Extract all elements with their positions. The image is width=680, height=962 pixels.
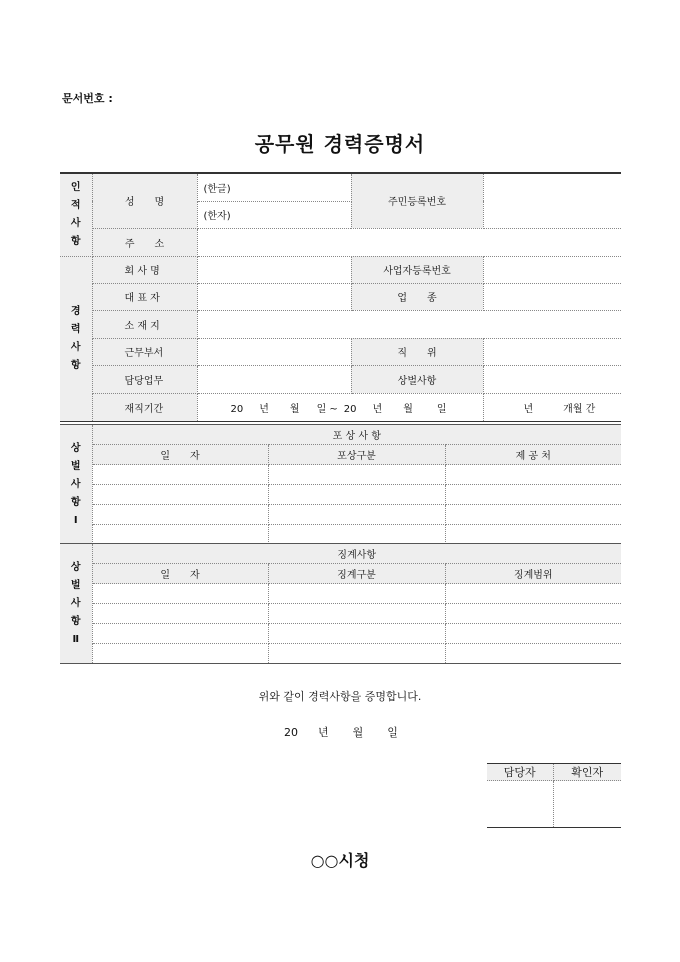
discipline-col-type: 징계구분 bbox=[268, 564, 445, 584]
staff-label: 담당자 bbox=[487, 764, 553, 781]
business-number-field[interactable] bbox=[483, 256, 621, 283]
business-number-label: 사업자등록번호 bbox=[351, 256, 483, 283]
honors-col-issuer: 제 공 처 bbox=[445, 445, 621, 465]
career-info-table bbox=[60, 172, 621, 422]
career-section-label: 경 력 사 항 bbox=[60, 256, 92, 421]
honors-section-label: 상 벌 사 항 Ⅰ bbox=[60, 425, 92, 545]
resident-number-field[interactable] bbox=[483, 173, 621, 228]
discipline-col-date: 일 자 bbox=[92, 564, 268, 584]
staff-sign-field[interactable] bbox=[487, 781, 553, 828]
name-label: 성 명 bbox=[92, 173, 197, 228]
reward-field[interactable] bbox=[483, 365, 621, 393]
name-hanja-field[interactable]: (한자) bbox=[197, 201, 351, 228]
name-hangul-field[interactable]: (한글) bbox=[197, 173, 351, 201]
location-label: 소 재 지 bbox=[92, 310, 197, 338]
location-field[interactable] bbox=[197, 310, 621, 338]
address-field[interactable] bbox=[197, 228, 621, 256]
document-title: 공무원 경력증명서 bbox=[254, 132, 426, 156]
ceo-label: 대 표 자 bbox=[92, 283, 197, 310]
company-field[interactable] bbox=[197, 256, 351, 283]
address-label: 주 소 bbox=[92, 228, 197, 256]
discipline-section-label: 상 벌 사 항 Ⅱ bbox=[60, 544, 92, 664]
issue-date: 20 년 월 일 bbox=[284, 726, 398, 739]
honors-col-type: 포상구분 bbox=[268, 445, 445, 465]
resident-number-label: 주민등록번호 bbox=[351, 173, 483, 228]
confirmer-label: 확인자 bbox=[553, 764, 621, 781]
company-label: 회 사 명 bbox=[92, 256, 197, 283]
position-label: 직 위 bbox=[351, 338, 483, 365]
discipline-table bbox=[60, 543, 621, 664]
discipline-header: 징계사항 bbox=[92, 544, 621, 564]
honors-row[interactable] bbox=[60, 525, 621, 545]
issuing-office: ○○시청 bbox=[310, 851, 370, 870]
honors-header: 포 상 사 항 bbox=[92, 425, 621, 445]
certification-statement: 위와 같이 경력사항을 증명합니다. bbox=[258, 690, 422, 703]
period-field[interactable]: 20 년 월 일 ~ 20 년 월 일 bbox=[197, 393, 483, 421]
discipline-row[interactable] bbox=[60, 644, 621, 664]
document-number-label: 문서번호 : bbox=[62, 92, 113, 105]
discipline-row[interactable] bbox=[60, 604, 621, 624]
honors-table bbox=[60, 424, 621, 545]
honors-row[interactable] bbox=[60, 465, 621, 485]
total-period-field[interactable]: 년 개월 간 bbox=[483, 393, 621, 421]
position-field[interactable] bbox=[483, 338, 621, 365]
industry-field[interactable] bbox=[483, 283, 621, 310]
department-label: 근무부서 bbox=[92, 338, 197, 365]
honors-col-date: 일 자 bbox=[92, 445, 268, 465]
duty-label: 담당업무 bbox=[92, 365, 197, 393]
honors-row[interactable] bbox=[60, 485, 621, 505]
industry-label: 업 종 bbox=[351, 283, 483, 310]
period-label: 재직기간 bbox=[92, 393, 197, 421]
duty-field[interactable] bbox=[197, 365, 351, 393]
ceo-field[interactable] bbox=[197, 283, 351, 310]
discipline-row[interactable] bbox=[60, 624, 621, 644]
reward-label: 상벌사항 bbox=[351, 365, 483, 393]
discipline-row[interactable] bbox=[60, 584, 621, 604]
honors-row[interactable] bbox=[60, 505, 621, 525]
discipline-col-scope: 징계범위 bbox=[445, 564, 621, 584]
personal-section-label: 인 적 사 항 bbox=[60, 173, 92, 256]
confirmer-sign-field[interactable] bbox=[553, 781, 621, 828]
approval-sign-box bbox=[487, 763, 621, 828]
department-field[interactable] bbox=[197, 338, 351, 365]
